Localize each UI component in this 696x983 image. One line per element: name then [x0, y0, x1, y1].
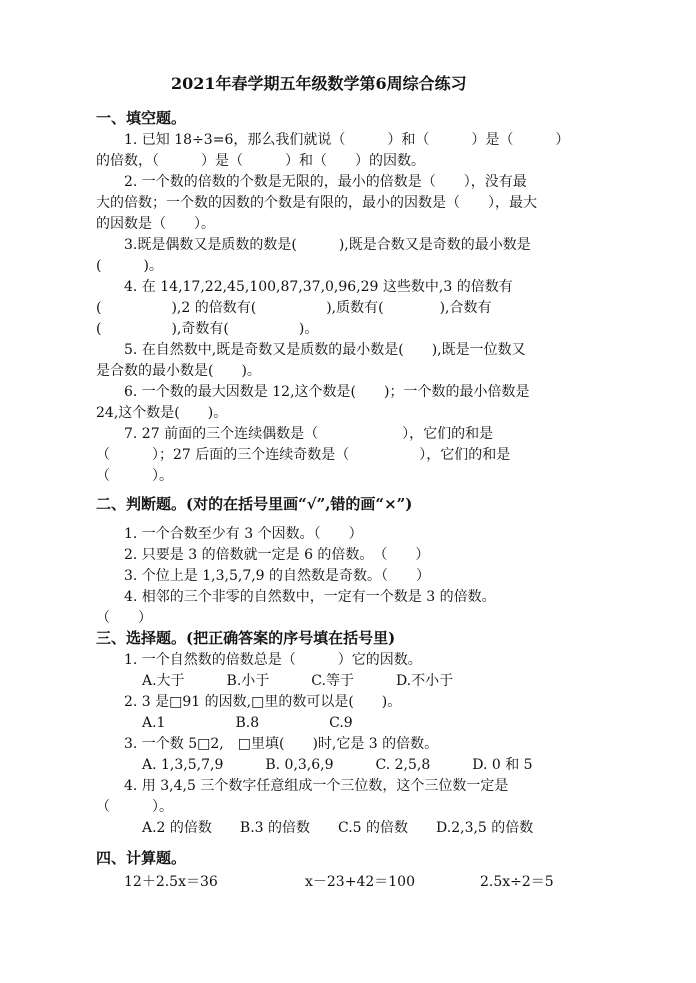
fill-line-16: （ ）；27 后面的三个连续奇数是（ ），它们的和是	[96, 447, 511, 463]
page-title: 2021年春学期五年级数学第6周综合练习	[171, 74, 467, 93]
fill-line-3: 2. 一个数的倍数的个数是无限的，最小的倍数是（ ），没有最	[124, 174, 527, 190]
choice-line-6: A. 1,3,5,7,9 B. 0,3,6,9 C. 2,5,8 D. 0 和 5	[142, 757, 533, 773]
section-heading-fill: 一、填空题。	[96, 109, 187, 127]
fill-line-13: 6. 一个数的最大因数是 12,这个数是( )；一个数的最小倍数是	[124, 384, 530, 400]
fill-line-10: ( ),奇数有( )。	[96, 321, 319, 337]
choice-line-7: 4. 用 3,4,5 三个数字任意组成一个三位数，这个三位数一定是	[124, 778, 509, 794]
judge-line-1: 1. 一个合数至少有 3 个因数。（ ）	[124, 526, 363, 542]
choice-line-8: （ ）。	[96, 799, 173, 815]
fill-line-1: 1. 已知 18÷3=6，那么我们就说（ ）和（ ）是（ ）	[124, 132, 570, 148]
equation-2: x－23+42＝100	[305, 874, 415, 890]
fill-line-14: 24,这个数是( )。	[96, 405, 228, 421]
choice-line-9: A.2 的倍数 B.3 的倍数 C.5 的倍数 D.2,3,5 的倍数	[142, 820, 534, 836]
fill-line-9: ( ),2 的倍数有( ),质数有( ),合数有	[96, 300, 492, 316]
fill-line-17: （ ）。	[96, 468, 173, 484]
fill-line-5: 的因数是（ ）。	[96, 216, 215, 232]
fill-line-7: ( )。	[96, 258, 163, 274]
fill-line-4: 大的倍数；一个数的因数的个数是有限的，最小的因数是（ ），最大	[96, 195, 537, 211]
section-heading-judge: 二、判断题。(对的在括号里画“√”,错的画“×”)	[96, 495, 413, 513]
judge-line-3: 3. 个位上是 1,3,5,7,9 的自然数是奇数。（ ）	[124, 568, 431, 584]
choice-line-3: 2. 3 是□91 的因数,□里的数可以是( )。	[124, 694, 402, 710]
judge-line-5: （ ）	[96, 610, 152, 626]
section-heading-calc: 四、计算题。	[96, 849, 187, 867]
equation-3: 2.5x÷2＝5	[480, 874, 554, 890]
section-heading-choice: 三、选择题。(把正确答案的序号填在括号里)	[96, 629, 396, 647]
fill-line-12: 是合数的最小数是( )。	[96, 363, 261, 379]
fill-line-8: 4. 在 14,17,22,45,100,87,37,0,96,29 这些数中,3 的倍数有	[124, 279, 513, 295]
equation-1: 12＋2.5x＝36	[124, 874, 218, 890]
fill-line-6: 3.既是偶数又是质数的数是( ),既是合数又是奇数的最小数是	[124, 237, 531, 253]
fill-line-15: 7. 27 前面的三个连续偶数是（ ），它们的和是	[124, 426, 494, 442]
choice-line-1: 1. 一个自然数的倍数总是（ ）它的因数。	[124, 652, 422, 668]
judge-line-2: 2. 只要是 3 的倍数就一定是 6 的倍数。 （ ）	[124, 547, 430, 563]
judge-line-4: 4. 相邻的三个非零的自然数中，一定有一个数是 3 的倍数。	[124, 589, 496, 605]
fill-line-2: 的倍数，（ ）是（ ）和（ ）的因数。	[96, 153, 425, 169]
choice-line-2: A.大于 B.小于 C.等于 D.不小于	[142, 673, 454, 689]
choice-line-5: 3. 一个数 5□2, □里填( )时,它是 3 的倍数。	[124, 736, 439, 752]
choice-line-4: A.1 B.8 C.9	[142, 715, 353, 731]
fill-line-11: 5. 在自然数中,既是奇数又是质数的最小数是( ),既是一位数又	[124, 342, 526, 358]
